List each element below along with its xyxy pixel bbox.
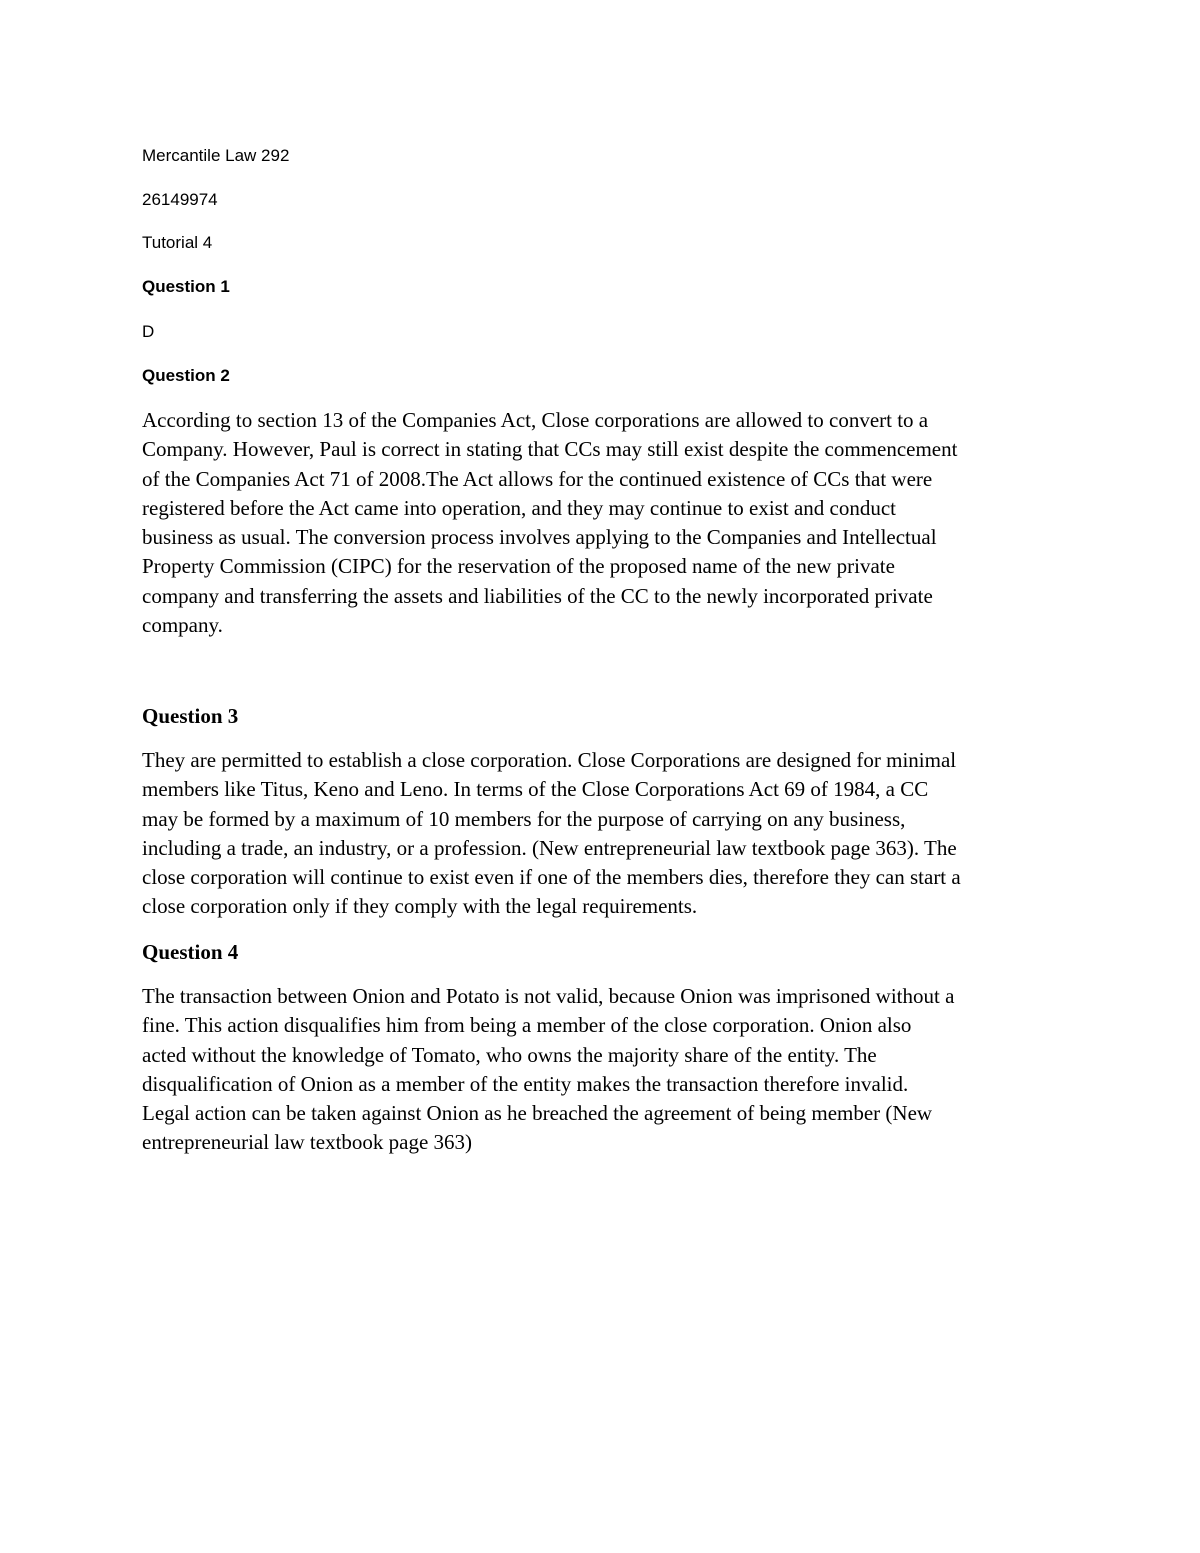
question-1-answer: D [142, 322, 155, 341]
question-4-heading: Question 4 [142, 940, 239, 964]
answer-line: close corporation only if they comply with the legal requirements. [142, 894, 698, 919]
answer-line: including a trade, an industry, or a profession. (New entrepreneurial law textbook page 363). The [142, 835, 957, 860]
question-2-heading: Question 2 [142, 366, 230, 385]
student-number: 26149974 [142, 190, 218, 209]
question-4-answer [142, 982, 1067, 1158]
answer-line: Property Commission (CIPC) for the reservation of the proposed name of the new private [142, 554, 895, 579]
tutorial-label: Tutorial 4 [142, 233, 213, 252]
answer-line: fine. This action disqualifies him from being a member of the close corporation. Onion also [142, 1013, 912, 1038]
question-2-answer [142, 406, 1067, 640]
question-3-heading: Question 3 [142, 704, 239, 728]
answer-line: company and transferring the assets and liabilities of the CC to the newly incorporated private [142, 583, 933, 608]
answer-line: of the Companies Act 71 of 2008.The Act allows for the continued existence of CCs that were [142, 466, 933, 491]
answer-line: The transaction between Onion and Potato is not valid, because Onion was imprisoned without a [142, 984, 955, 1008]
answer-line: registered before the Act came into operation, and they may continue to exist and conduct [142, 495, 896, 520]
answer-line: entrepreneurial law textbook page 363) [142, 1130, 473, 1155]
question-1-heading: Question 1 [142, 277, 230, 296]
answer-line: Legal action can be taken against Onion as he breached the agreement of being member (New [142, 1101, 933, 1126]
answer-line: acted without the knowledge of Tomato, who owns the majority share of the entity. The [142, 1042, 877, 1067]
course-title: Mercantile Law 292 [142, 146, 290, 165]
answer-line: members like Titus, Keno and Leno. In terms of the Close Corporations Act 69 of 1984, a CC [142, 777, 929, 802]
question-3-answer [142, 746, 1067, 922]
answer-line: According to section 13 of the Companies Act, Close corporations are allowed to convert to a [142, 408, 929, 432]
answer-line: Company. However, Paul is correct in stating that CCs may still exist despite the commencement [142, 437, 958, 462]
answer-line: business as usual. The conversion process involves applying to the Companies and Intellectual [142, 525, 937, 550]
answer-line: company. [142, 613, 223, 638]
answer-line: close corporation will continue to exist even if one of the members dies, therefore they can start a [142, 865, 961, 890]
answer-line: may be formed by a maximum of 10 members for the purpose of carrying on any business, [142, 806, 906, 831]
answer-line: disqualification of Onion as a member of the entity makes the transaction therefore invalid. [142, 1071, 909, 1096]
answer-line: They are permitted to establish a close corporation. Close Corporations are designed for minimal [142, 748, 957, 772]
